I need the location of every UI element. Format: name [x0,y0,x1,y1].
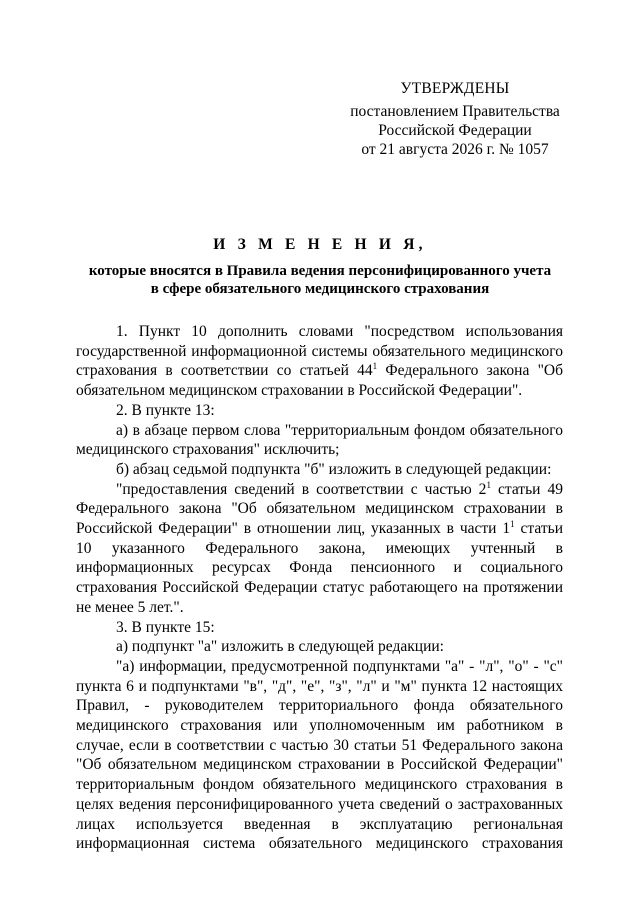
paragraph-item-2b: б) абзац седьмой подпункта "б" изложить в следующей редакции: [116,460,552,478]
paragraph-item-2: 2. В пункте 13: [116,401,215,419]
quoted-text-b: статьи 49 Федерального закона "Об обязательном медицинском страховании в Российской Федерации" в отношении лиц, указанных в части 1 [76,480,563,538]
paragraph-1-text-b: Федерального закона "Об обязательном медицинском страховании в Российской Федерации". [76,362,563,400]
subtitle-line-2: в сфере обязательного медицинского страхования [150,281,490,297]
quoted-superscript-1: 1 [486,479,491,490]
paragraph-item-3: 3. В пункте 15: [116,618,215,636]
approval-line-federation: Российской Федерации [378,122,532,139]
quoted-text-c: статьи 10 указанного Федерального закона, имеющих учтенный в информационных ресурсах Фонда пенсионного и социального страхования Российской Федерации статус работающего на протяжении не менее 5 лет.". [76,520,563,616]
paragraph-item-1 [76,322,563,401]
subtitle-line-1: которые вносятся в Правила ведения персонифицированного учета [88,263,552,279]
quoted-superscript-2: 1 [510,519,515,530]
paragraph-item-3a: а) подпункт "а" изложить в следующей редакции: [116,638,444,656]
quoted-text-a: "предоставления сведений в соответствии с частью 2 [116,480,487,498]
paragraph-1-text-a: 1. Пункт 10 дополнить словами "посредством использования государственной информационной системы обязательного медицинского страхования в соответствии со статьей 44 [76,323,563,380]
approval-stamp: УТВЕРЖДЕНЫ [400,80,510,97]
paragraph-quoted-text [76,480,563,618]
document-subtitle [76,262,564,298]
paragraph-1-superscript: 1 [372,361,378,372]
approval-line-date: от 21 августа 2026 г. № 1057 [361,141,549,158]
paragraph-item-2a: а) в абзаце первом слова "территориальным фондом обязательного медицинского страхования" исключить; [76,421,563,459]
approval-block [340,79,570,159]
document-body [76,322,563,854]
approval-line-resolution: постановлением Правительства [350,103,560,120]
paragraph-item-3a-text: "а) информации, предусмотренной подпунктами "а" - "л", "о" - "с" пункта 6 и подпунктами "в", "д", "е", "з", "л" и "м" пункта 12 настоящих Правил, - руководителем территориального фонда обязательного медицинского страхования или уполномоченным им работником в случае, если в соответствии с частью 30 статьи 51 Федерального закона "Об обязательном медицинском страховании в Российской Федерации" территориальным фондом обязательного медицинского страхования в целях ведения персонифицированного учета сведений о застрахованных лицах используется введенная в эксплуатацию региональная информационная система обязательного медицинского страхования [76,657,563,853]
document-title: И З М Е Н Е Н И Я, [213,236,427,253]
